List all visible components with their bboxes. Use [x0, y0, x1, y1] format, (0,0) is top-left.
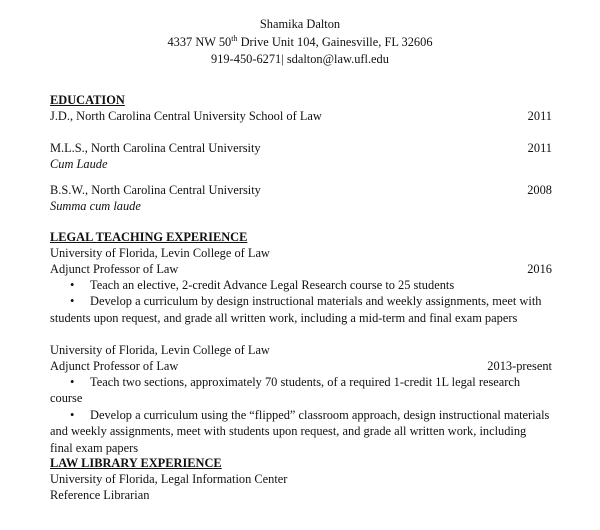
- address-street-number: 4337 NW 50: [167, 34, 232, 49]
- education-degree: B.S.W., North Carolina Central University: [50, 183, 261, 197]
- education-degree: J.D., North Carolina Central University School of Law: [50, 109, 322, 123]
- library-role: Reference Librarian: [50, 488, 150, 502]
- education-year: 2008: [527, 183, 552, 197]
- teaching-role-row: [50, 358, 552, 374]
- bullet-item: [50, 407, 552, 456]
- teaching-bullets: [50, 277, 552, 326]
- education-item: [50, 140, 552, 156]
- teaching-heading: LEGAL TEACHING EXPERIENCE: [50, 230, 248, 244]
- bullet-text: Teach an elective, 2-credit Advance Legal Research course to 25 students: [90, 278, 455, 292]
- bullet-item: [50, 277, 552, 293]
- bullet-icon: •: [70, 407, 75, 422]
- education-heading: EDUCATION: [50, 93, 125, 107]
- education-item: [50, 108, 552, 124]
- bullet-item: [50, 374, 552, 407]
- address-rest: Drive Unit 104, Gainesville, FL 32606: [237, 34, 433, 49]
- teaching-org: University of Florida, Levin College of Law: [50, 343, 270, 357]
- resume-header: [0, 16, 600, 69]
- bullet-text: Teach two sections, approximately 70 students, of a required 1-credit 1L legal research course: [50, 375, 521, 406]
- bullet-icon: •: [70, 294, 75, 309]
- bullet-item: [50, 293, 552, 326]
- teaching-role-row: [50, 261, 552, 277]
- bullet-text: Develop a curriculum using the “flipped” classroom approach, design instructional materials and weekly assignments, meet with students upon request, and grade all written work, including final exam papers: [50, 407, 550, 455]
- address-line: [0, 34, 600, 52]
- library-heading: LAW LIBRARY EXPERIENCE: [50, 456, 222, 470]
- education-year: 2011: [527, 109, 552, 123]
- education-degree: M.L.S., North Carolina Central University: [50, 141, 261, 155]
- address-ordinal-suffix: th: [231, 33, 238, 43]
- teaching-date: 2016: [527, 262, 552, 276]
- candidate-name: Shamika Dalton: [259, 17, 341, 31]
- contact-line: 919-450-6271| sdalton@law.ufl.edu: [211, 52, 389, 66]
- education-honor: Summa cum laude: [50, 199, 141, 213]
- education-item: [50, 182, 552, 198]
- education-honor: Cum Laude: [50, 157, 108, 171]
- teaching-role: Adjunct Professor of Law: [50, 262, 179, 276]
- teaching-date: 2013-present: [487, 359, 552, 373]
- teaching-role: Adjunct Professor of Law: [50, 359, 179, 373]
- bullet-text: Develop a curriculum by design instructional materials and weekly assignments, meet with students upon request, and grade all written work, including a mid-term and final exam papers: [50, 294, 542, 325]
- bullet-icon: •: [70, 278, 75, 292]
- library-org: University of Florida, Legal Information Center: [50, 472, 288, 486]
- teaching-org: University of Florida, Levin College of Law: [50, 246, 270, 260]
- bullet-icon: •: [70, 375, 75, 389]
- education-year: 2011: [527, 141, 552, 155]
- teaching-bullets: [50, 374, 552, 456]
